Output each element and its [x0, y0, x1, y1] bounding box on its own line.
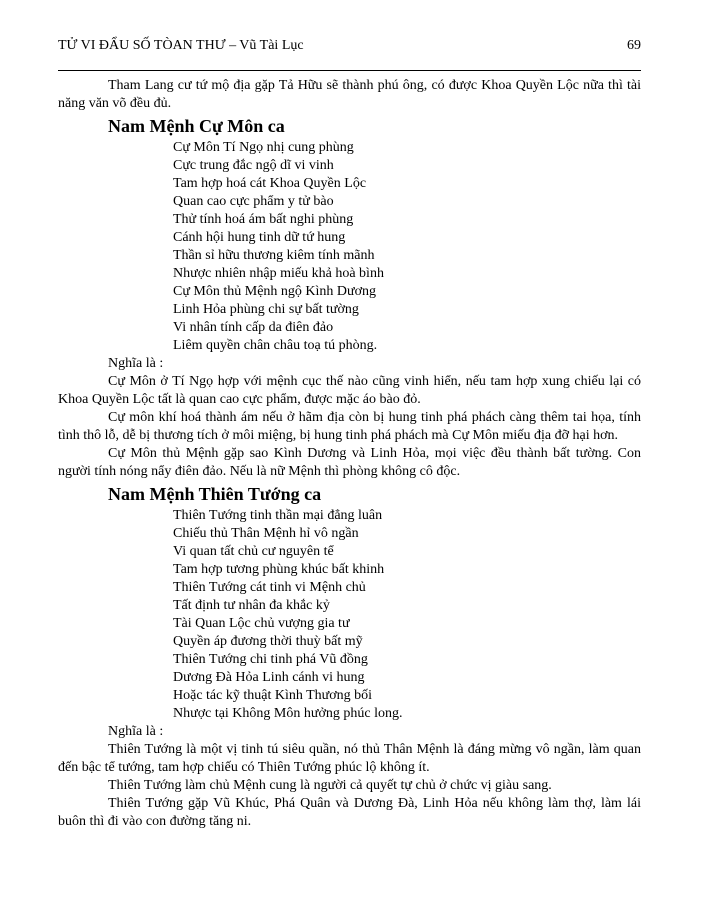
body-paragraph: Thiên Tướng làm chủ Mệnh cung là người cả quyết tự chủ ở chức vị giàu sang. — [108, 778, 552, 793]
verse-line: Quyền áp đương thời thuỳ bất mỹ — [173, 634, 363, 649]
verse-line: Quan cao cực phẩm y tử bào — [173, 194, 334, 209]
verse-line: Thiên Tướng tinh thần mại đẳng luân — [173, 508, 383, 523]
body-paragraph: Cự Môn thủ Mệnh gặp sao Kình Dương và Linh Hỏa, mọi việc đều thành bất tường. Con người tính nóng nẩy điên đảo. Nếu là nữ Mệnh thì phòng không cô độc. — [58, 446, 641, 479]
verse-line: Thiên Tướng chi tinh phá Vũ đồng — [173, 652, 368, 667]
meaning-label: Nghĩa là : — [108, 356, 164, 371]
body-paragraph: Thiên Tướng gặp Vũ Khúc, Phá Quân và Dương Đà, Linh Hỏa nếu không làm thợ, làm lái buôn thì đi vào con đường tăng ni. — [58, 796, 641, 829]
verse-line: Cự Môn Tí Ngọ nhị cung phùng — [173, 140, 354, 155]
verse-line: Liêm quyền chân châu toạ tú phòng. — [173, 338, 378, 353]
verse-line: Vi quan tất chủ cư nguyên tể — [173, 544, 334, 559]
verse-line: Cự Môn thủ Mệnh ngộ Kình Dương — [173, 284, 377, 299]
page-number: 69 — [627, 38, 641, 53]
page — [58, 38, 641, 831]
running-header — [58, 38, 641, 66]
section-heading: Nam Mệnh Thiên Tướng ca — [108, 484, 322, 504]
header-title: TỬ VI ĐẨU SỐ TÒAN THƯ – Vũ Tài Lục — [58, 38, 304, 53]
verse-line: Tam hợp hoá cát Khoa Quyền Lộc — [173, 176, 367, 191]
verse-line: Linh Hỏa phùng chi sự bất tường — [173, 302, 359, 317]
header-rule — [58, 70, 641, 71]
body-paragraph: Cự môn khí hoá thành ám nếu ở hãm địa còn bị hung tinh phá phách càng thêm tai họa, tính tình thô lỗ, dễ bị thương tích ở môi miệng, bị hung tinh phá phách mà Cự Môn miếu địa đỡ hại hơn. — [58, 410, 641, 443]
verse-line: Chiếu thủ Thân Mệnh hỉ vô ngần — [173, 526, 359, 541]
verse-line: Nhược tại Không Môn hưởng phúc long. — [173, 706, 403, 721]
meaning-label: Nghĩa là : — [108, 724, 164, 739]
verse-line: Hoặc tác kỹ thuật Kình Thương bối — [173, 688, 373, 703]
verse-line: Vi nhân tính cấp da điên đảo — [173, 320, 334, 335]
verse-list — [173, 139, 641, 355]
intro-paragraph: Tham Lang cư tứ mộ địa gặp Tả Hữu sẽ thành phú ông, có được Khoa Quyền Lộc nữa thì tài năng văn võ đều đủ. — [58, 78, 641, 111]
verse-line: Tài Quan Lộc chủ vượng gia tư — [173, 616, 350, 631]
verse-line: Thiên Tướng cát tinh vi Mệnh chủ — [173, 580, 366, 595]
verse-list — [173, 507, 641, 723]
section-heading: Nam Mệnh Cự Môn ca — [108, 116, 285, 136]
verse-line: Tất định tư nhân đa khắc kỷ — [173, 598, 330, 613]
verse-line: Cực trung đắc ngộ dĩ vi vinh — [173, 158, 334, 173]
body-paragraph: Thiên Tướng là một vị tinh tú siêu quần, nó thủ Thân Mệnh là đáng mừng vô ngần, làm quan đến bậc tể tướng, tam hợp chiếu có Thiên Tướng phúc lộ không ít. — [58, 742, 641, 775]
verse-line: Nhược nhiên nhập miếu khả hoà bình — [173, 266, 384, 281]
verse-line: Tam hợp tương phùng khúc bất khinh — [173, 562, 385, 577]
verse-line: Thần sỉ hữu thương kiêm tính mãnh — [173, 248, 375, 263]
verse-line: Cánh hội hung tinh dữ tứ hung — [173, 230, 346, 245]
body-paragraph: Cự Môn ở Tí Ngọ hợp với mệnh cục thế nào cũng vinh hiển, nếu tam hợp xung chiếu lại có Khoa Quyền Lộc tất là quan cao cực phẩm, được mặc áo bào đỏ. — [58, 374, 641, 407]
verse-line: Thử tính hoá ám bất nghi phùng — [173, 212, 354, 227]
verse-line: Dương Đà Hỏa Linh cánh vi hung — [173, 670, 365, 685]
